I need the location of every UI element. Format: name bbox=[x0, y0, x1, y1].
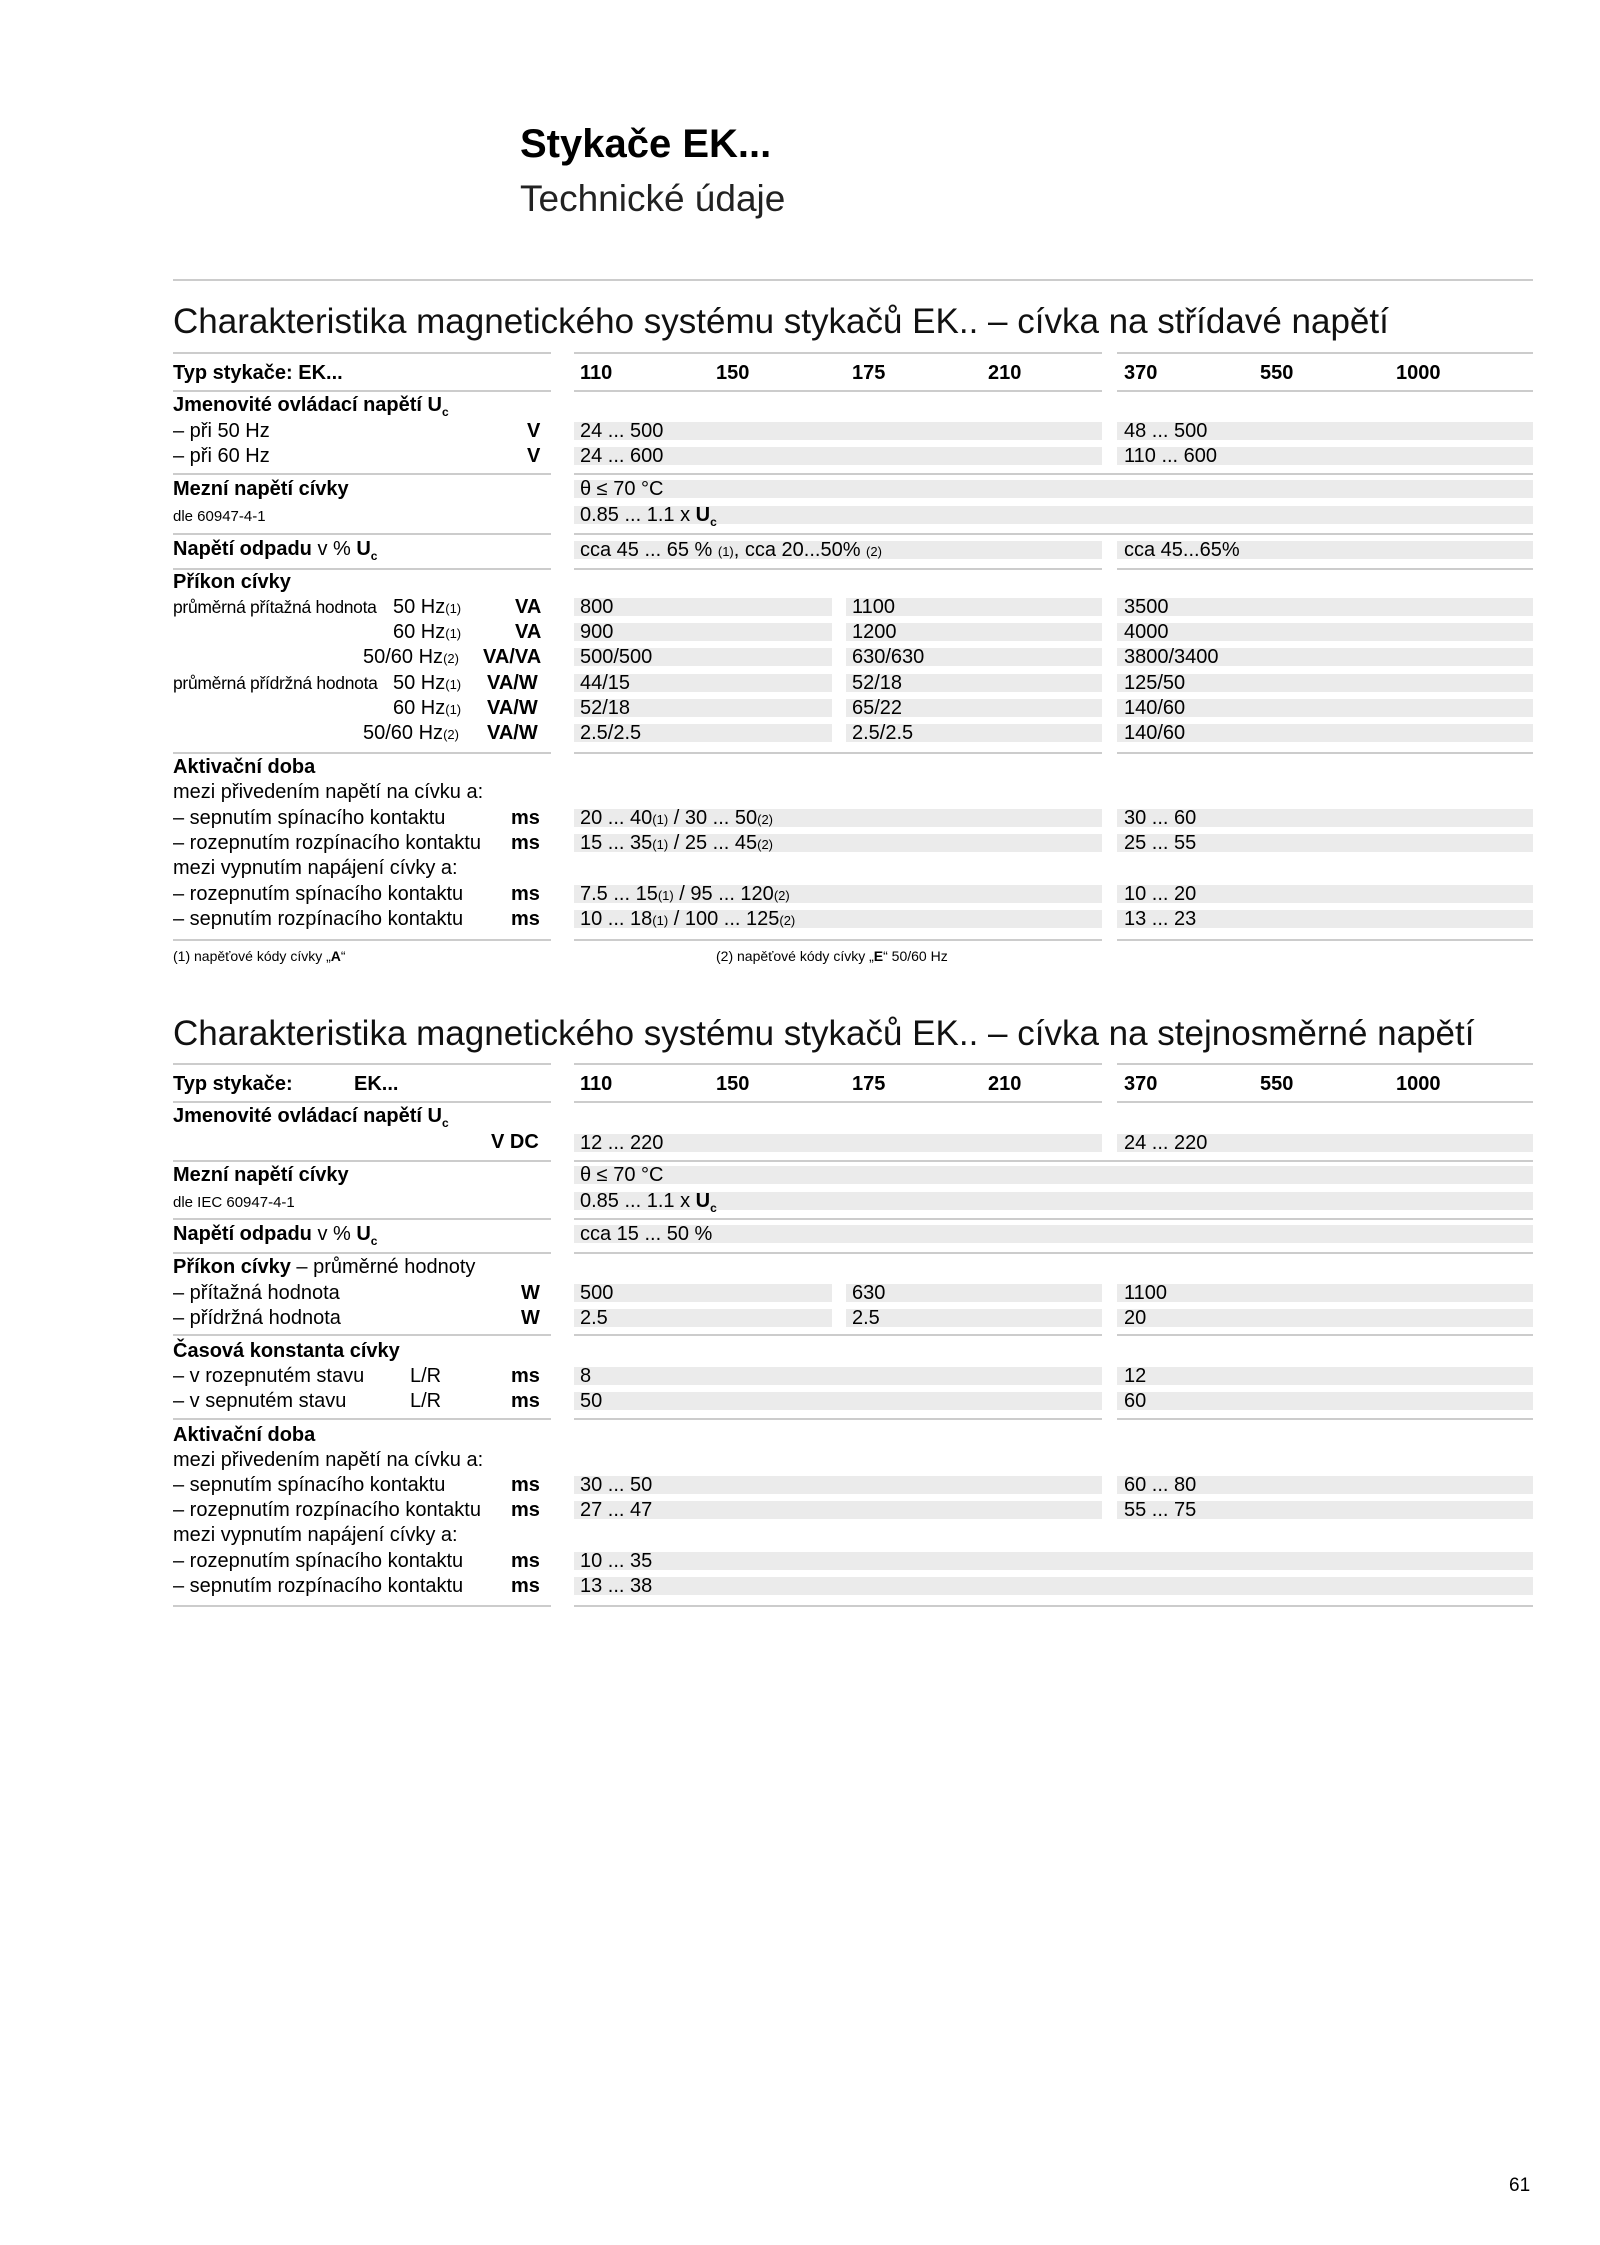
ac-unit-ms: ms bbox=[511, 832, 540, 854]
ac-power-value: 140/60 bbox=[1124, 697, 1186, 719]
dc-unit-ms: ms bbox=[511, 1390, 540, 1412]
ac-dropout-a: cca 45 ... 65 % (1), cca 20...50% (2) bbox=[580, 539, 882, 561]
dc-type-label: Typ stykače: bbox=[173, 1073, 293, 1095]
dc-activation-value: 13 ... 38 bbox=[580, 1575, 653, 1597]
dc-time-open-label: – v rozepnutém stavu bbox=[173, 1365, 365, 1387]
ac-60hz-c: 110 ... 600 bbox=[1124, 445, 1218, 467]
ac-rule bbox=[173, 752, 551, 754]
dc-unit-ms: ms bbox=[511, 1474, 540, 1496]
dc-activation-value: 60 ... 80 bbox=[1124, 1474, 1197, 1496]
ac-power-value: 800 bbox=[580, 596, 614, 618]
ac-footnote-2: (2) napěťové kódy cívky „E“ 50/60 Hz bbox=[716, 948, 948, 964]
ac-type-label: Typ stykače: EK... bbox=[173, 362, 343, 384]
dc-hold-label: – přídržná hodnota bbox=[173, 1307, 341, 1329]
header-divider bbox=[173, 279, 1533, 281]
dc-rule bbox=[574, 1063, 1102, 1065]
ac-freq-label: 50/60 Hz(2) bbox=[363, 722, 459, 744]
ac-freq-label: 50 Hz(1) bbox=[393, 672, 462, 694]
dc-lr: L/R bbox=[410, 1390, 442, 1412]
ac-50hz-label: – při 50 Hz bbox=[173, 420, 270, 442]
dc-rule bbox=[173, 1418, 551, 1420]
ac-col-210: 210 bbox=[988, 362, 1022, 384]
ac-activation-label: Aktivační doba bbox=[173, 756, 316, 778]
ac-power-value: 52/18 bbox=[580, 697, 631, 719]
ac-60hz-a: 24 ... 600 bbox=[580, 445, 664, 467]
ac-power-value: 3500 bbox=[1124, 596, 1169, 618]
dc-rule bbox=[173, 1160, 551, 1162]
dc-section-title: Charakteristika magnetického systému stykačů EK.. – cívka na stejnosměrné napětí bbox=[173, 1014, 1475, 1053]
dc-time-value: 60 bbox=[1124, 1390, 1147, 1412]
dc-band bbox=[1117, 1309, 1533, 1327]
ac-power-value: 630/630 bbox=[852, 646, 925, 668]
dc-band bbox=[574, 1367, 1102, 1385]
ac-rule bbox=[173, 473, 551, 475]
dc-time-value: 50 bbox=[580, 1390, 603, 1412]
dc-type-ek: EK... bbox=[354, 1073, 399, 1095]
dc-time-value: 8 bbox=[580, 1365, 592, 1387]
ac-activation-value: 13 ... 23 bbox=[1124, 908, 1197, 930]
dc-dropout-label: Napětí odpadu v % $U_c$ bbox=[173, 1223, 378, 1248]
ac-activation-value: 7.5 ... 15(1) / 95 ... 120(2) bbox=[580, 883, 790, 905]
dc-limit-norm: dle IEC 60947-4-1 bbox=[173, 1194, 295, 1211]
dc-rule bbox=[574, 1160, 1533, 1162]
dc-band bbox=[574, 1225, 1533, 1243]
ac-activation-line: – sepnutím spínacího kontaktu bbox=[173, 807, 446, 829]
dc-rule bbox=[574, 1218, 1533, 1220]
ac-power-value: 2.5/2.5 bbox=[580, 722, 642, 744]
dc-time-value: 12 bbox=[1124, 1365, 1147, 1387]
ac-unit: VA/W bbox=[487, 672, 538, 694]
ac-rule bbox=[574, 473, 1533, 475]
ac-freq-label: 50 Hz(1) bbox=[393, 596, 462, 618]
dc-activation-line: mezi vypnutím napájení cívky a: bbox=[173, 1524, 458, 1546]
ac-band bbox=[574, 480, 1533, 498]
dc-rule bbox=[574, 1334, 1102, 1336]
ac-dropout-label: Napětí odpadu v % $U_c$ bbox=[173, 538, 378, 563]
ac-rule bbox=[1117, 568, 1533, 570]
dc-theta: θ ≤ 70 °C bbox=[580, 1164, 664, 1186]
dc-col-370: 370 bbox=[1124, 1073, 1158, 1095]
dc-col-175: 175 bbox=[852, 1073, 886, 1095]
ac-power-value: 3800/3400 bbox=[1124, 646, 1219, 668]
page-number: 61 bbox=[1509, 2175, 1531, 2196]
ac-band bbox=[1117, 598, 1533, 616]
dc-activation-value: 10 ... 35 bbox=[580, 1550, 653, 1572]
ac-power-value: 125/50 bbox=[1124, 672, 1186, 694]
dc-activation-line: mezi přivedením napětí na cívku a: bbox=[173, 1449, 484, 1471]
dc-time-constant-label: Časová konstanta cívky bbox=[173, 1340, 400, 1362]
ac-activation-line: mezi vypnutím napájení cívky a: bbox=[173, 857, 458, 879]
ac-band bbox=[1117, 623, 1533, 641]
dc-band bbox=[574, 1192, 1533, 1210]
ac-unit-ms: ms bbox=[511, 883, 540, 905]
ac-activation-line: – rozepnutím rozpínacího kontaktu bbox=[173, 832, 481, 854]
ac-power-value: 900 bbox=[580, 621, 614, 643]
ac-activation-value: 10 ... 20 bbox=[1124, 883, 1197, 905]
dc-col-150: 150 bbox=[716, 1073, 750, 1095]
ac-rule bbox=[173, 568, 551, 570]
dc-band bbox=[574, 1309, 832, 1327]
ac-rule bbox=[1117, 390, 1533, 392]
dc-dropout-value: cca 15 ... 50 % bbox=[580, 1223, 713, 1245]
ac-50hz-a: 24 ... 500 bbox=[580, 420, 664, 442]
ac-power-value: 2.5/2.5 bbox=[852, 722, 914, 744]
ac-rated-voltage-label: Jmenovité ovládací napětí $U_c$ bbox=[173, 394, 449, 419]
dc-col-110: 110 bbox=[580, 1073, 613, 1095]
dc-unit-ms: ms bbox=[511, 1575, 540, 1597]
dc-band bbox=[1117, 1284, 1533, 1302]
ac-power-value: 4000 bbox=[1124, 621, 1169, 643]
ac-unit: VA/W bbox=[487, 722, 538, 744]
ac-power-value: 44/15 bbox=[580, 672, 631, 694]
ac-rule bbox=[574, 568, 1102, 570]
dc-unit-ms: ms bbox=[511, 1550, 540, 1572]
ac-dropout-c: cca 45...65% bbox=[1124, 539, 1240, 561]
ac-rule bbox=[173, 352, 551, 354]
dc-power-value: 2.5 bbox=[580, 1307, 608, 1329]
dc-power-value: 1100 bbox=[1124, 1282, 1168, 1304]
dc-col-210: 210 bbox=[988, 1073, 1022, 1095]
ac-rule bbox=[1117, 352, 1533, 354]
ac-rule bbox=[173, 390, 551, 392]
ac-unit: VA bbox=[515, 596, 542, 618]
ac-col-550: 550 bbox=[1260, 362, 1294, 384]
dc-band bbox=[574, 1552, 1533, 1570]
ac-rule bbox=[1117, 939, 1533, 941]
dc-band bbox=[846, 1309, 1102, 1327]
dc-unit-w: W bbox=[521, 1307, 540, 1329]
dc-power-value: 500 bbox=[580, 1282, 614, 1304]
dc-col-550: 550 bbox=[1260, 1073, 1294, 1095]
dc-rule bbox=[1117, 1418, 1533, 1420]
dc-unit-w: W bbox=[521, 1282, 540, 1304]
dc-power-label: Příkon cívky – průměrné hodnoty bbox=[173, 1256, 476, 1278]
dc-rule bbox=[1117, 1063, 1533, 1065]
ac-activation-value: 30 ... 60 bbox=[1124, 807, 1197, 829]
ac-power-value: 500/500 bbox=[580, 646, 653, 668]
dc-time-closed-label: – v sepnutém stavu bbox=[173, 1390, 347, 1412]
dc-power-value: 630 bbox=[852, 1282, 886, 1304]
ac-activation-line: – rozepnutím spínacího kontaktu bbox=[173, 883, 464, 905]
dc-activation-line: – rozepnutím rozpínacího kontaktu bbox=[173, 1499, 481, 1521]
ac-freq-label: 60 Hz(1) bbox=[393, 697, 462, 719]
dc-band bbox=[574, 1577, 1533, 1595]
dc-band bbox=[574, 1392, 1102, 1410]
ac-power-value: 1200 bbox=[852, 621, 897, 643]
dc-activation-line: – rozepnutím spínacího kontaktu bbox=[173, 1550, 464, 1572]
ac-freq-label: 50/60 Hz(2) bbox=[363, 646, 459, 668]
dc-activation-value: 55 ... 75 bbox=[1124, 1499, 1197, 1521]
ac-col-150: 150 bbox=[716, 362, 750, 384]
ac-hold-label: průměrná přídržná hodnota bbox=[173, 673, 378, 693]
ac-limit-voltage-label: Mezní napětí cívky bbox=[173, 478, 349, 500]
ac-60hz-label: – při 60 Hz bbox=[173, 445, 270, 467]
ac-rule bbox=[574, 752, 1102, 754]
ac-unit-ms: ms bbox=[511, 807, 540, 829]
ac-activation-value: 10 ... 18(1) / 100 ... 125(2) bbox=[580, 908, 796, 930]
dc-rule bbox=[574, 1605, 1533, 1607]
dc-voltage-a: 12 ... 220 bbox=[580, 1132, 664, 1154]
ac-freq-label: 60 Hz(1) bbox=[393, 621, 462, 643]
ac-activation-value: 15 ... 35(1) / 25 ... 45(2) bbox=[580, 832, 774, 854]
dc-rule bbox=[173, 1252, 551, 1254]
page-subtitle: Technické údaje bbox=[520, 178, 786, 219]
dc-col-1000: 1000 bbox=[1396, 1073, 1441, 1095]
dc-voltage-c: 24 ... 220 bbox=[1124, 1132, 1208, 1154]
dc-rule bbox=[1117, 1334, 1533, 1336]
dc-activation-value: 30 ... 50 bbox=[580, 1474, 653, 1496]
dc-lr: L/R bbox=[410, 1365, 442, 1387]
ac-range: 0.85 ... 1.1 x $U_c$ bbox=[580, 504, 717, 529]
ac-power-value: 1100 bbox=[852, 596, 896, 618]
ac-power-value: 65/22 bbox=[852, 697, 903, 719]
ac-power-value: 140/60 bbox=[1124, 722, 1186, 744]
dc-unit-ms: ms bbox=[511, 1499, 540, 1521]
ac-col-370: 370 bbox=[1124, 362, 1158, 384]
dc-band bbox=[574, 1501, 1102, 1519]
ac-activation-value: 20 ... 40(1) / 30 ... 50(2) bbox=[580, 807, 774, 829]
ac-section-title: Charakteristika magnetického systému stykačů EK.. – cívka na střídavé napětí bbox=[173, 302, 1389, 341]
dc-rated-voltage-label: Jmenovité ovládací napětí $U_c$ bbox=[173, 1105, 449, 1130]
ac-rule bbox=[574, 939, 1102, 941]
ac-rule bbox=[173, 533, 551, 535]
ac-unit-v: V bbox=[527, 445, 541, 467]
ac-50hz-c: 48 ... 500 bbox=[1124, 420, 1208, 442]
ac-activation-line: mezi přivedením napětí na cívku a: bbox=[173, 781, 484, 803]
dc-band bbox=[1117, 1392, 1533, 1410]
ac-unit-v: V bbox=[527, 420, 541, 442]
ac-unit-ms: ms bbox=[511, 908, 540, 930]
dc-pull-in-label: – přítažná hodnota bbox=[173, 1282, 340, 1304]
dc-rule bbox=[173, 1605, 551, 1607]
ac-col-1000: 1000 bbox=[1396, 362, 1441, 384]
ac-unit: VA/W bbox=[487, 697, 538, 719]
dc-limit-voltage-label: Mezní napětí cívky bbox=[173, 1164, 349, 1186]
ac-pull-in-label: průměrná přítažná hodnota bbox=[173, 597, 377, 617]
ac-rule bbox=[574, 352, 1102, 354]
ac-rule bbox=[574, 390, 1102, 392]
dc-band bbox=[574, 1166, 1533, 1184]
ac-rule bbox=[574, 533, 1533, 535]
dc-rule bbox=[574, 1252, 1533, 1254]
ac-footnote-1: (1) napěťové kódy cívky „A“ bbox=[173, 948, 346, 964]
ac-theta: θ ≤ 70 °C bbox=[580, 478, 664, 500]
dc-band bbox=[1117, 1367, 1533, 1385]
dc-rule bbox=[1117, 1101, 1533, 1103]
dc-rule bbox=[173, 1334, 551, 1336]
ac-unit: VA bbox=[515, 621, 542, 643]
dc-rule bbox=[173, 1101, 551, 1103]
dc-power-value: 2.5 bbox=[852, 1307, 880, 1329]
ac-unit: VA/VA bbox=[483, 646, 542, 668]
dc-range: 0.85 ... 1.1 x $U_c$ bbox=[580, 1190, 717, 1215]
dc-rule bbox=[574, 1101, 1102, 1103]
dc-rule bbox=[173, 1063, 551, 1065]
ac-power-value: 52/18 bbox=[852, 672, 903, 694]
ac-rule bbox=[1117, 752, 1533, 754]
dc-band bbox=[574, 1476, 1102, 1494]
ac-limit-norm: dle 60947-4-1 bbox=[173, 508, 266, 525]
ac-activation-value: 25 ... 55 bbox=[1124, 832, 1197, 854]
ac-activation-line: – sepnutím rozpínacího kontaktu bbox=[173, 908, 464, 930]
dc-activation-line: – sepnutím rozpínacího kontaktu bbox=[173, 1575, 464, 1597]
dc-unit-vdc: V DC bbox=[491, 1131, 539, 1153]
dc-rule bbox=[173, 1218, 551, 1220]
ac-rule bbox=[173, 939, 551, 941]
dc-power-value: 20 bbox=[1124, 1307, 1147, 1329]
page-title: Stykače EK... bbox=[520, 122, 772, 166]
dc-rule bbox=[574, 1418, 1102, 1420]
dc-activation-value: 27 ... 47 bbox=[580, 1499, 653, 1521]
ac-col-110: 110 bbox=[580, 362, 613, 384]
dc-activation-label: Aktivační doba bbox=[173, 1424, 316, 1446]
ac-band bbox=[574, 506, 1533, 524]
dc-activation-line: – sepnutím spínacího kontaktu bbox=[173, 1474, 446, 1496]
ac-power-label: Příkon cívky bbox=[173, 571, 291, 593]
ac-col-175: 175 bbox=[852, 362, 886, 384]
dc-unit-ms: ms bbox=[511, 1365, 540, 1387]
